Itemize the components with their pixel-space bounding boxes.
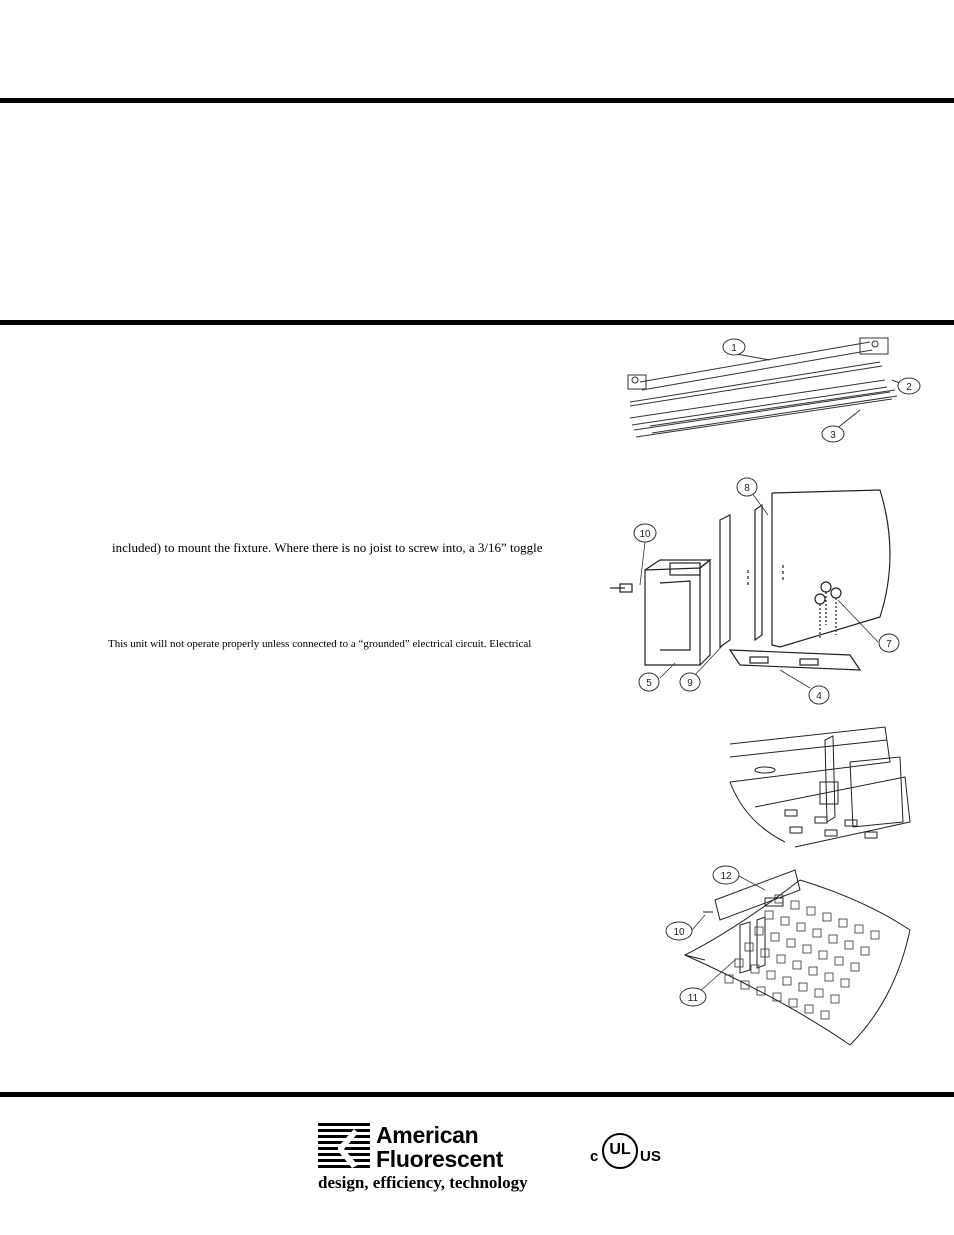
callout-7-label: 7 (886, 639, 892, 650)
figure-lamps-exploded (620, 330, 920, 450)
lens-perforation (755, 927, 763, 935)
callout-7 (879, 634, 899, 652)
lens-perforation (821, 1011, 829, 1019)
lens-perforation (809, 967, 817, 975)
figure-bracket-exploded (600, 475, 910, 710)
callout-9-label: 9 (687, 678, 693, 689)
brand-mark-icon (318, 1121, 372, 1171)
lens-perforation (793, 961, 801, 969)
lens-perforation (839, 919, 847, 927)
lens-perforation (805, 1005, 813, 1013)
footer-rule (0, 1092, 954, 1097)
ul-certification-mark (590, 1133, 670, 1179)
lens-perforation (871, 931, 879, 939)
body-text-line-mounting: included) to mount the fixture. Where there is no joist to screw into, a 3/16” toggle (112, 540, 543, 555)
lens-perforation (831, 995, 839, 1003)
callout-2 (898, 378, 920, 394)
body-text-line-grounding: This unit will not operate properly unless connected to a “grounded” electrical circuit. Electrical (108, 638, 532, 650)
callout-5-label: 5 (646, 678, 652, 689)
callout-10b-label: 10 (673, 927, 685, 938)
lens-perforation (791, 901, 799, 909)
callout-11-label: 11 (687, 993, 699, 1004)
lens-perforation (783, 977, 791, 985)
lens-perforation (745, 943, 753, 951)
callout-9 (680, 673, 700, 691)
callout-1 (723, 339, 745, 355)
ul-cert-label: UL (609, 1141, 631, 1158)
lens-perforation (829, 935, 837, 943)
lens-perforation (799, 983, 807, 991)
lens-perforation (803, 945, 811, 953)
lens-perforation (807, 907, 815, 915)
lens-perforation (861, 947, 869, 955)
callout-8 (737, 478, 757, 496)
ul-cert-c: c (590, 1148, 599, 1165)
callout-1-label: 1 (731, 343, 737, 354)
top-rule (0, 98, 954, 103)
callout-10b (666, 922, 692, 940)
lens-perforation (819, 951, 827, 959)
lens-perforation (845, 941, 853, 949)
figure-bracket-detail (725, 722, 910, 847)
ul-circle-icon (602, 1133, 638, 1169)
lens-perforation (813, 929, 821, 937)
callout-10-label: 10 (639, 529, 651, 540)
lens-perforation (823, 913, 831, 921)
callout-5 (639, 673, 659, 691)
lens-perforation (735, 959, 743, 967)
lens-perforation (767, 971, 775, 979)
brand-tagline: design, efficiency, technology (318, 1173, 528, 1192)
lens-perforation (797, 923, 805, 931)
callout-12-label: 12 (720, 871, 732, 882)
callout-4 (809, 686, 829, 704)
brand-name-line1: American (376, 1122, 479, 1148)
lens-perforation (787, 939, 795, 947)
callout-4-label: 4 (816, 691, 822, 702)
callout-3 (822, 426, 844, 442)
lens-perforation (851, 963, 859, 971)
callout-2-label: 2 (906, 382, 912, 393)
figure-lens-assembly (665, 860, 915, 1050)
lens-perforation (855, 925, 863, 933)
lens-perforation (777, 955, 785, 963)
lens-perforation (751, 965, 759, 973)
lens-perforation (789, 999, 797, 1007)
lens-perforation (835, 957, 843, 965)
lens-perforation (781, 917, 789, 925)
lens-perforation (765, 911, 773, 919)
callout-3-label: 3 (830, 430, 836, 441)
lens-perforation (773, 993, 781, 1001)
brand-logo (318, 1121, 578, 1173)
lens-perforation (825, 973, 833, 981)
callout-10 (634, 524, 656, 542)
callout-11 (680, 988, 706, 1006)
callout-8-label: 8 (744, 483, 750, 494)
lens-perforation (815, 989, 823, 997)
brand-name-line2: Fluorescent (376, 1146, 504, 1172)
lens-perforation (725, 975, 733, 983)
lens-perforation (841, 979, 849, 987)
callout-12 (713, 866, 739, 884)
lens-perforation (771, 933, 779, 941)
section-rule (0, 320, 954, 325)
ul-cert-us: US (640, 1148, 661, 1165)
